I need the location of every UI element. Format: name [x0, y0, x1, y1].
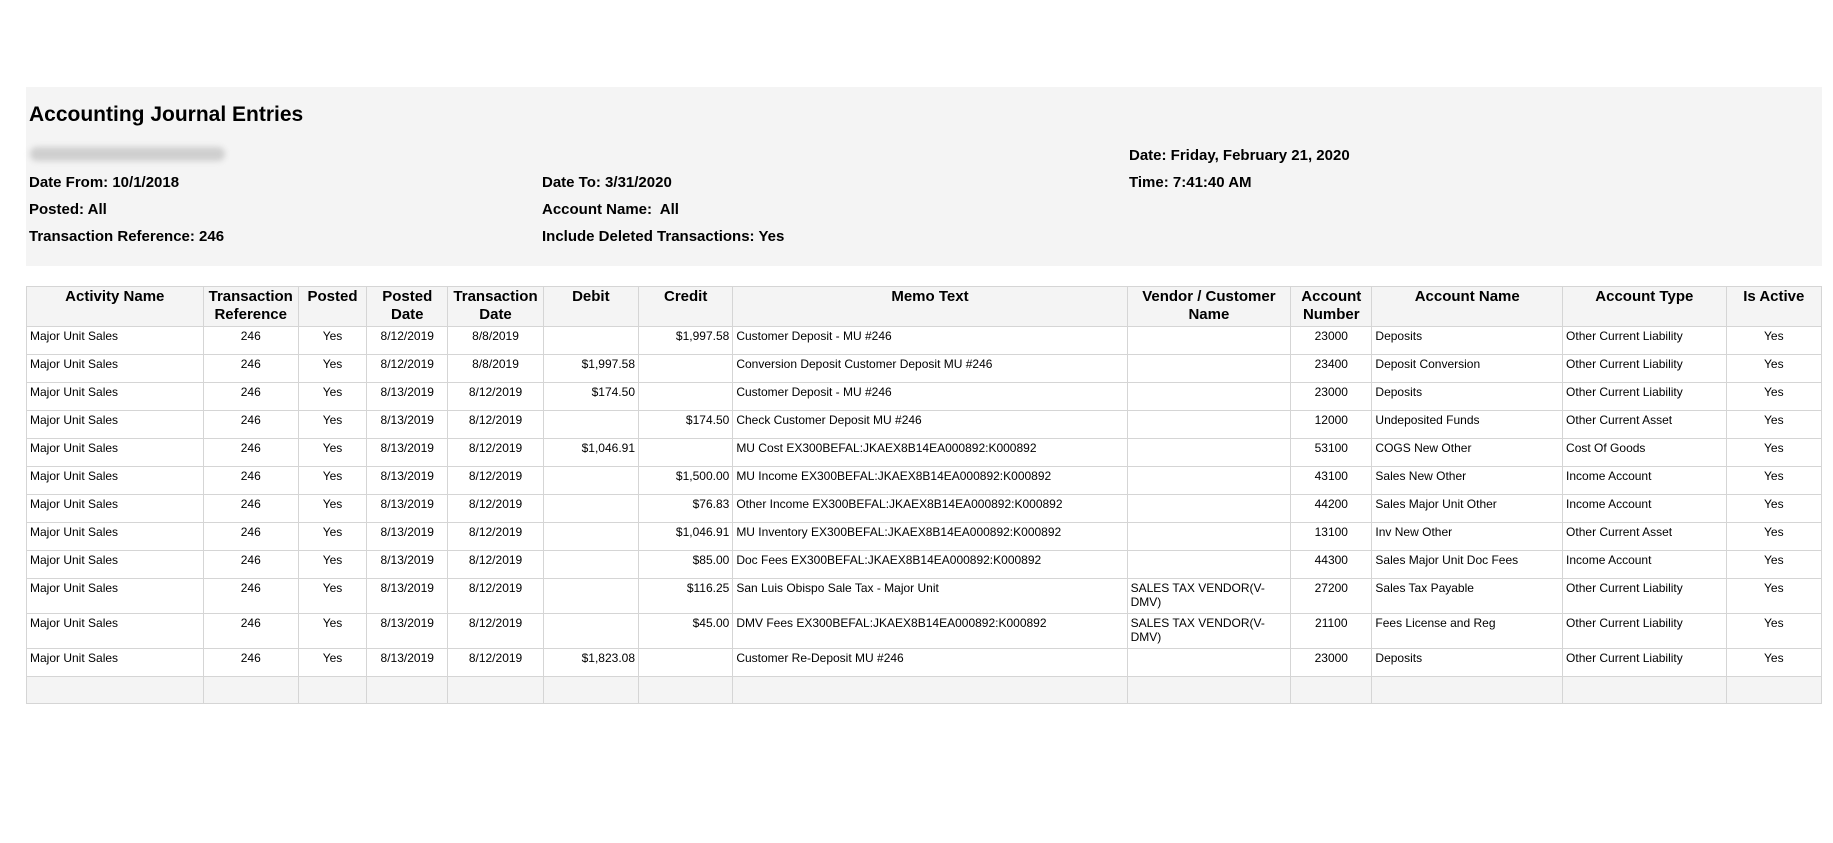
account-number-cell: 12000	[1291, 411, 1372, 439]
posted-cell: Yes	[298, 614, 366, 649]
column-header: Account Number	[1291, 287, 1372, 327]
account-name-cell: Deposit Conversion	[1372, 355, 1563, 383]
table-row	[27, 551, 1822, 579]
table-row	[27, 411, 1822, 439]
activity-name-cell: Major Unit Sales	[27, 649, 204, 677]
transaction-date-cell: 8/12/2019	[448, 579, 543, 614]
account-number-cell: 23000	[1291, 383, 1372, 411]
is-active-cell: Yes	[1726, 383, 1821, 411]
vendor-customer-cell	[1127, 439, 1291, 467]
is-active-cell: Yes	[1726, 495, 1821, 523]
memo-text-cell: Customer Re-Deposit MU #246	[733, 649, 1127, 677]
table-footer-row	[27, 677, 1822, 704]
is-active-cell: Yes	[1726, 327, 1821, 355]
account-name-cell: Deposits	[1372, 327, 1563, 355]
activity-name-cell: Major Unit Sales	[27, 439, 204, 467]
date-to: Date To: 3/31/2020	[542, 174, 672, 191]
debit-cell	[543, 411, 638, 439]
transaction-date-cell: 8/12/2019	[448, 411, 543, 439]
posted-cell: Yes	[298, 579, 366, 614]
account-name-cell: Sales Major Unit Other	[1372, 495, 1563, 523]
account-number-cell: 23400	[1291, 355, 1372, 383]
memo-text-cell: Check Customer Deposit MU #246	[733, 411, 1127, 439]
memo-text-cell: San Luis Obispo Sale Tax - Major Unit	[733, 579, 1127, 614]
footer-cell	[367, 677, 448, 704]
posted-date-cell: 8/13/2019	[367, 551, 448, 579]
posted-date-cell: 8/13/2019	[367, 411, 448, 439]
account-name-filter: Account Name: All	[542, 201, 679, 218]
account-name-cell: Undeposited Funds	[1372, 411, 1563, 439]
transaction-reference-cell: 246	[203, 439, 298, 467]
credit-cell	[639, 383, 733, 411]
footer-cell	[448, 677, 543, 704]
vendor-customer-cell	[1127, 383, 1291, 411]
vendor-customer-cell	[1127, 649, 1291, 677]
posted-cell: Yes	[298, 649, 366, 677]
memo-text-cell: Doc Fees EX300BEFAL:JKAEX8B14EA000892:K000892	[733, 551, 1127, 579]
transaction-date-cell: 8/12/2019	[448, 383, 543, 411]
account-number-cell: 13100	[1291, 523, 1372, 551]
transaction-date-cell: 8/12/2019	[448, 614, 543, 649]
activity-name-cell: Major Unit Sales	[27, 495, 204, 523]
table-row	[27, 467, 1822, 495]
account-number-cell: 21100	[1291, 614, 1372, 649]
transaction-reference-cell: 246	[203, 579, 298, 614]
column-header: Vendor / Customer Name	[1127, 287, 1291, 327]
account-number-cell: 44300	[1291, 551, 1372, 579]
vendor-customer-cell	[1127, 327, 1291, 355]
footer-cell	[1563, 677, 1727, 704]
posted-date-cell: 8/13/2019	[367, 495, 448, 523]
is-active-cell: Yes	[1726, 411, 1821, 439]
vendor-customer-cell	[1127, 467, 1291, 495]
column-header: Posted	[298, 287, 366, 327]
transaction-reference-cell: 246	[203, 355, 298, 383]
credit-cell	[639, 439, 733, 467]
credit-cell: $1,046.91	[639, 523, 733, 551]
debit-cell: $1,997.58	[543, 355, 638, 383]
transaction-date-cell: 8/8/2019	[448, 355, 543, 383]
account-name-cell: Deposits	[1372, 649, 1563, 677]
is-active-cell: Yes	[1726, 551, 1821, 579]
posted-cell: Yes	[298, 495, 366, 523]
transaction-reference-filter: Transaction Reference: 246	[29, 228, 225, 245]
posted-cell: Yes	[298, 327, 366, 355]
memo-text-cell: MU Income EX300BEFAL:JKAEX8B14EA000892:K000892	[733, 467, 1127, 495]
account-name-cell: Fees License and Reg	[1372, 614, 1563, 649]
table-row	[27, 355, 1822, 383]
footer-cell	[203, 677, 298, 704]
footer-cell	[639, 677, 733, 704]
blurred-company-name	[30, 147, 225, 161]
date-from: Date From: 10/1/2018	[29, 174, 180, 191]
transaction-reference-cell: 246	[203, 551, 298, 579]
posted-cell: Yes	[298, 551, 366, 579]
posted-cell: Yes	[298, 411, 366, 439]
column-header: Activity Name	[27, 287, 204, 327]
transaction-date-cell: 8/12/2019	[448, 551, 543, 579]
transaction-date-cell: 8/8/2019	[448, 327, 543, 355]
posted-date-cell: 8/13/2019	[367, 614, 448, 649]
account-name-cell: Sales Tax Payable	[1372, 579, 1563, 614]
account-type-cell: Income Account	[1563, 551, 1727, 579]
is-active-cell: Yes	[1726, 523, 1821, 551]
posted-date-cell: 8/13/2019	[367, 579, 448, 614]
account-name-cell: Inv New Other	[1372, 523, 1563, 551]
is-active-cell: Yes	[1726, 355, 1821, 383]
transaction-date-cell: 8/12/2019	[448, 467, 543, 495]
posted-date-cell: 8/13/2019	[367, 467, 448, 495]
footer-cell	[1372, 677, 1563, 704]
is-active-cell: Yes	[1726, 614, 1821, 649]
activity-name-cell: Major Unit Sales	[27, 383, 204, 411]
account-number-cell: 27200	[1291, 579, 1372, 614]
debit-cell	[543, 467, 638, 495]
credit-cell: $174.50	[639, 411, 733, 439]
transaction-reference-cell: 246	[203, 383, 298, 411]
vendor-customer-cell: SALES TAX VENDOR(V-DMV)	[1127, 614, 1291, 649]
account-type-cell: Other Current Liability	[1563, 614, 1727, 649]
footer-cell	[1726, 677, 1821, 704]
account-type-cell: Other Current Liability	[1563, 383, 1727, 411]
table-header-row	[27, 287, 1822, 327]
memo-text-cell: DMV Fees EX300BEFAL:JKAEX8B14EA000892:K000892	[733, 614, 1127, 649]
report-header	[26, 87, 1822, 266]
is-active-cell: Yes	[1726, 467, 1821, 495]
column-header: Is Active	[1726, 287, 1821, 327]
footer-cell	[1291, 677, 1372, 704]
table-row	[27, 495, 1822, 523]
column-header: Memo Text	[733, 287, 1127, 327]
debit-cell	[543, 495, 638, 523]
vendor-customer-cell	[1127, 551, 1291, 579]
vendor-customer-cell	[1127, 495, 1291, 523]
is-active-cell: Yes	[1726, 649, 1821, 677]
activity-name-cell: Major Unit Sales	[27, 523, 204, 551]
posted-date-cell: 8/12/2019	[367, 355, 448, 383]
posted-date-cell: 8/13/2019	[367, 383, 448, 411]
report-date: Date: Friday, February 21, 2020	[1129, 147, 1350, 164]
credit-cell: $116.25	[639, 579, 733, 614]
activity-name-cell: Major Unit Sales	[27, 327, 204, 355]
account-type-cell: Other Current Liability	[1563, 649, 1727, 677]
transaction-reference-cell: 246	[203, 649, 298, 677]
debit-cell: $174.50	[543, 383, 638, 411]
posted-cell: Yes	[298, 355, 366, 383]
activity-name-cell: Major Unit Sales	[27, 614, 204, 649]
activity-name-cell: Major Unit Sales	[27, 355, 204, 383]
credit-cell: $1,997.58	[639, 327, 733, 355]
table-row	[27, 579, 1822, 614]
account-type-cell: Other Current Liability	[1563, 355, 1727, 383]
transaction-date-cell: 8/12/2019	[448, 439, 543, 467]
account-type-cell: Income Account	[1563, 495, 1727, 523]
account-name-cell: Sales New Other	[1372, 467, 1563, 495]
account-type-cell: Other Current Asset	[1563, 411, 1727, 439]
account-number-cell: 53100	[1291, 439, 1372, 467]
memo-text-cell: Other Income EX300BEFAL:JKAEX8B14EA000892:K000892	[733, 495, 1127, 523]
memo-text-cell: Customer Deposit - MU #246	[733, 383, 1127, 411]
memo-text-cell: MU Cost EX300BEFAL:JKAEX8B14EA000892:K000892	[733, 439, 1127, 467]
posted-date-cell: 8/13/2019	[367, 523, 448, 551]
posted-cell: Yes	[298, 439, 366, 467]
include-deleted-filter: Include Deleted Transactions: Yes	[542, 228, 785, 245]
posted-cell: Yes	[298, 467, 366, 495]
memo-text-cell: Conversion Deposit Customer Deposit MU #246	[733, 355, 1127, 383]
debit-cell: $1,046.91	[543, 439, 638, 467]
credit-cell: $45.00	[639, 614, 733, 649]
vendor-customer-cell	[1127, 523, 1291, 551]
footer-cell	[733, 677, 1127, 704]
account-number-cell: 44200	[1291, 495, 1372, 523]
credit-cell: $76.83	[639, 495, 733, 523]
column-header: Transaction Date	[448, 287, 543, 327]
credit-cell	[639, 649, 733, 677]
column-header: Account Type	[1563, 287, 1727, 327]
table-row	[27, 649, 1822, 677]
account-name-cell: Deposits	[1372, 383, 1563, 411]
vendor-customer-cell	[1127, 411, 1291, 439]
posted-date-cell: 8/13/2019	[367, 649, 448, 677]
vendor-customer-cell	[1127, 355, 1291, 383]
activity-name-cell: Major Unit Sales	[27, 411, 204, 439]
transaction-reference-cell: 246	[203, 411, 298, 439]
activity-name-cell: Major Unit Sales	[27, 551, 204, 579]
posted-date-cell: 8/13/2019	[367, 439, 448, 467]
transaction-date-cell: 8/12/2019	[448, 495, 543, 523]
transaction-date-cell: 8/12/2019	[448, 649, 543, 677]
posted-cell: Yes	[298, 523, 366, 551]
account-name-cell: Sales Major Unit Doc Fees	[1372, 551, 1563, 579]
credit-cell: $85.00	[639, 551, 733, 579]
posted-filter: Posted: All	[29, 201, 107, 218]
column-header: Account Name	[1372, 287, 1563, 327]
table-row	[27, 439, 1822, 467]
transaction-date-cell: 8/12/2019	[448, 523, 543, 551]
column-header: Debit	[543, 287, 638, 327]
report-time: Time: 7:41:40 AM	[1129, 174, 1252, 191]
footer-cell	[1127, 677, 1291, 704]
is-active-cell: Yes	[1726, 579, 1821, 614]
account-number-cell: 23000	[1291, 649, 1372, 677]
activity-name-cell: Major Unit Sales	[27, 579, 204, 614]
account-number-cell: 23000	[1291, 327, 1372, 355]
transaction-reference-cell: 246	[203, 467, 298, 495]
account-number-cell: 43100	[1291, 467, 1372, 495]
account-type-cell: Other Current Liability	[1563, 327, 1727, 355]
transaction-reference-cell: 246	[203, 523, 298, 551]
account-type-cell: Cost Of Goods	[1563, 439, 1727, 467]
posted-cell: Yes	[298, 383, 366, 411]
memo-text-cell: Customer Deposit - MU #246	[733, 327, 1127, 355]
footer-cell	[27, 677, 204, 704]
credit-cell: $1,500.00	[639, 467, 733, 495]
debit-cell	[543, 614, 638, 649]
posted-date-cell: 8/12/2019	[367, 327, 448, 355]
debit-cell	[543, 551, 638, 579]
table-row	[27, 614, 1822, 649]
account-type-cell: Income Account	[1563, 467, 1727, 495]
column-header: Posted Date	[367, 287, 448, 327]
credit-cell	[639, 355, 733, 383]
column-header: Transaction Reference	[203, 287, 298, 327]
memo-text-cell: MU Inventory EX300BEFAL:JKAEX8B14EA000892:K000892	[733, 523, 1127, 551]
transaction-reference-cell: 246	[203, 614, 298, 649]
table-row	[27, 383, 1822, 411]
activity-name-cell: Major Unit Sales	[27, 467, 204, 495]
transaction-reference-cell: 246	[203, 327, 298, 355]
table-row	[27, 523, 1822, 551]
debit-cell	[543, 327, 638, 355]
debit-cell: $1,823.08	[543, 649, 638, 677]
account-type-cell: Other Current Liability	[1563, 579, 1727, 614]
debit-cell	[543, 579, 638, 614]
table-row	[27, 327, 1822, 355]
column-header: Credit	[639, 287, 733, 327]
account-name-cell: COGS New Other	[1372, 439, 1563, 467]
account-type-cell: Other Current Asset	[1563, 523, 1727, 551]
report-title: Accounting Journal Entries	[29, 103, 304, 126]
transaction-reference-cell: 246	[203, 495, 298, 523]
footer-cell	[543, 677, 638, 704]
vendor-customer-cell: SALES TAX VENDOR(V-DMV)	[1127, 579, 1291, 614]
footer-cell	[298, 677, 366, 704]
debit-cell	[543, 523, 638, 551]
is-active-cell: Yes	[1726, 439, 1821, 467]
journal-entries-table	[26, 286, 1822, 704]
